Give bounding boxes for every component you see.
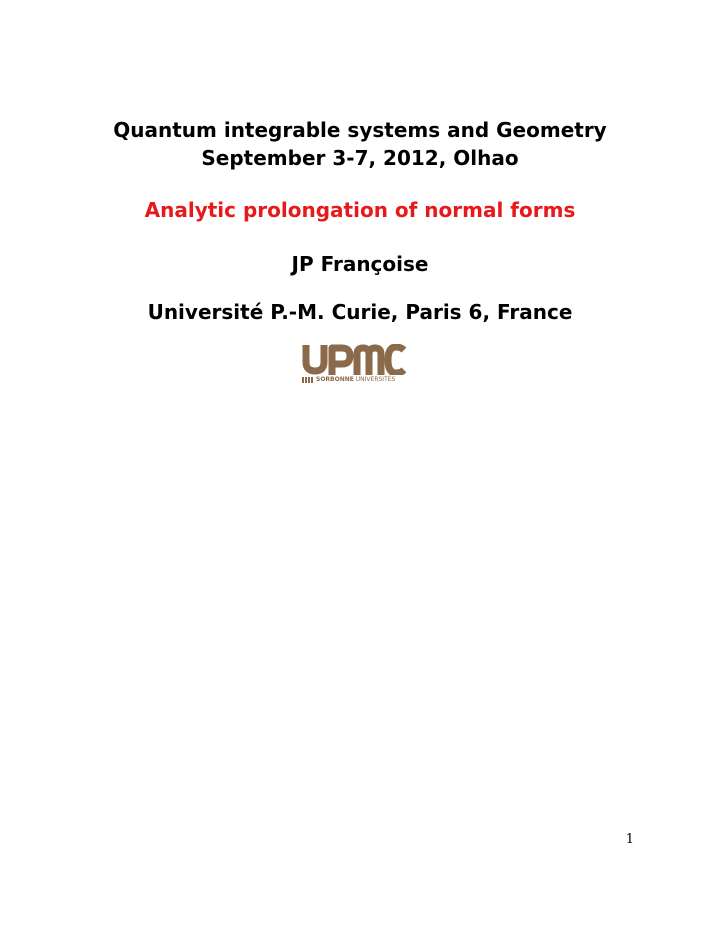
talk-title: Analytic prolongation of normal forms: [144, 198, 576, 222]
upmc-logo-mark: [302, 344, 406, 375]
page-number: 1: [625, 832, 634, 847]
logo-sub-bold: SORBONNE: [316, 375, 354, 383]
author-name: JP Françoise: [291, 252, 429, 276]
logo-subtitle: [302, 375, 406, 384]
title-line-1: Quantum integrable systems and Geometry: [113, 118, 607, 142]
title-line-2: September 3-7, 2012, Olhao: [201, 146, 519, 170]
affiliation: Université P.-M. Curie, Paris 6, France: [147, 300, 573, 324]
logo-sub-light: UNIVERSITÉS: [355, 375, 396, 383]
logo-bars-icon: [302, 377, 313, 383]
upmc-logo: [302, 344, 406, 384]
